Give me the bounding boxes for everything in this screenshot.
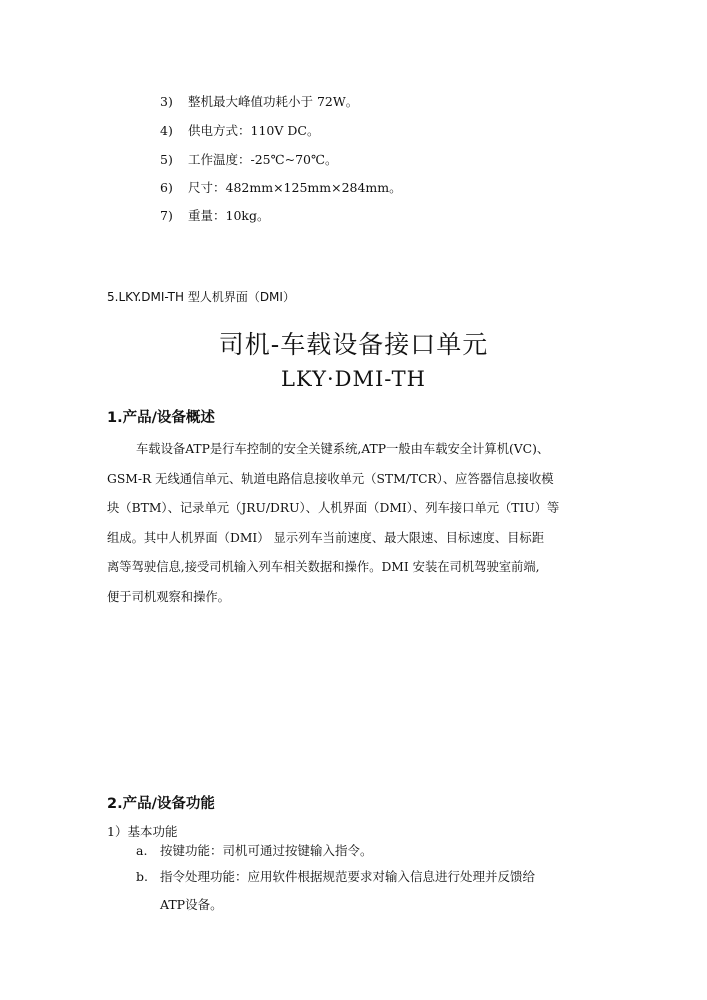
spec-number: 6) xyxy=(160,180,173,195)
item-marker: b. xyxy=(136,869,148,884)
spec-item-size xyxy=(160,178,402,196)
product-model: LKY·DMI-TH xyxy=(281,367,426,391)
item-text-continuation: ATP设备。 xyxy=(160,897,223,912)
function-item-processing xyxy=(136,867,606,913)
functions-heading: 2.产品/设备功能 xyxy=(107,796,215,812)
spec-text: 重量：10kg。 xyxy=(188,208,270,223)
spec-item-supply xyxy=(160,121,319,139)
paragraph-line: 便于司机观察和操作。 xyxy=(107,589,230,604)
item-text: 按键功能：司机可通过按键输入指令。 xyxy=(160,843,373,858)
paragraph-line: 离等驾驶信息,接受司机输入列车相关数据和操作。DMI 安装在司机驾驶室前端, xyxy=(107,560,540,574)
item-text: 指令处理功能：应用软件根据规范要求对输入信息进行处理并反馈给 xyxy=(160,869,536,884)
overview-paragraph xyxy=(107,435,602,612)
overview-heading: 1.产品/设备概述 xyxy=(107,410,215,426)
spec-text: 整机最大峰值功耗小于 72W。 xyxy=(188,94,359,109)
spec-item-weight xyxy=(160,206,269,224)
spec-number: 7) xyxy=(160,208,173,223)
functions-sub-heading: 1）基本功能 xyxy=(107,824,178,839)
spec-text: 工作温度：-25℃~70℃。 xyxy=(188,152,338,167)
paragraph-line: 车载设备ATP是行车控制的安全关键系统,ATP一般由车载安全计算机(VC)、 xyxy=(136,442,550,456)
product-title: 司机-车载设备接口单元 xyxy=(218,330,489,359)
paragraph-line: 组成。其中人机界面（DMI） 显示列车当前速度、最大限速、目标速度、目标距 xyxy=(107,530,545,545)
spec-item-power xyxy=(160,92,358,110)
spec-number: 5) xyxy=(160,152,173,167)
spec-number: 3) xyxy=(160,94,173,109)
item-marker: a. xyxy=(136,843,148,858)
spec-item-temperature xyxy=(160,150,337,168)
section-heading: 5.LKY.DMI-TH 型人机界面（DMI） xyxy=(107,290,295,304)
spec-number: 4) xyxy=(160,123,173,138)
function-item-keys xyxy=(136,841,606,859)
paragraph-line: 块（BTM）、记录单元（JRU/DRU）、人机界面（DMI）、列车接口单元（TIU）等 xyxy=(107,501,560,515)
paragraph-line: GSM-R 无线通信单元、轨道电路信息接收单元（STM/TCR）、应答器信息接收模 xyxy=(107,471,554,486)
spec-text: 供电方式：110V DC。 xyxy=(188,123,320,138)
spec-text: 尺寸：482mm×125mm×284mm。 xyxy=(188,180,402,195)
